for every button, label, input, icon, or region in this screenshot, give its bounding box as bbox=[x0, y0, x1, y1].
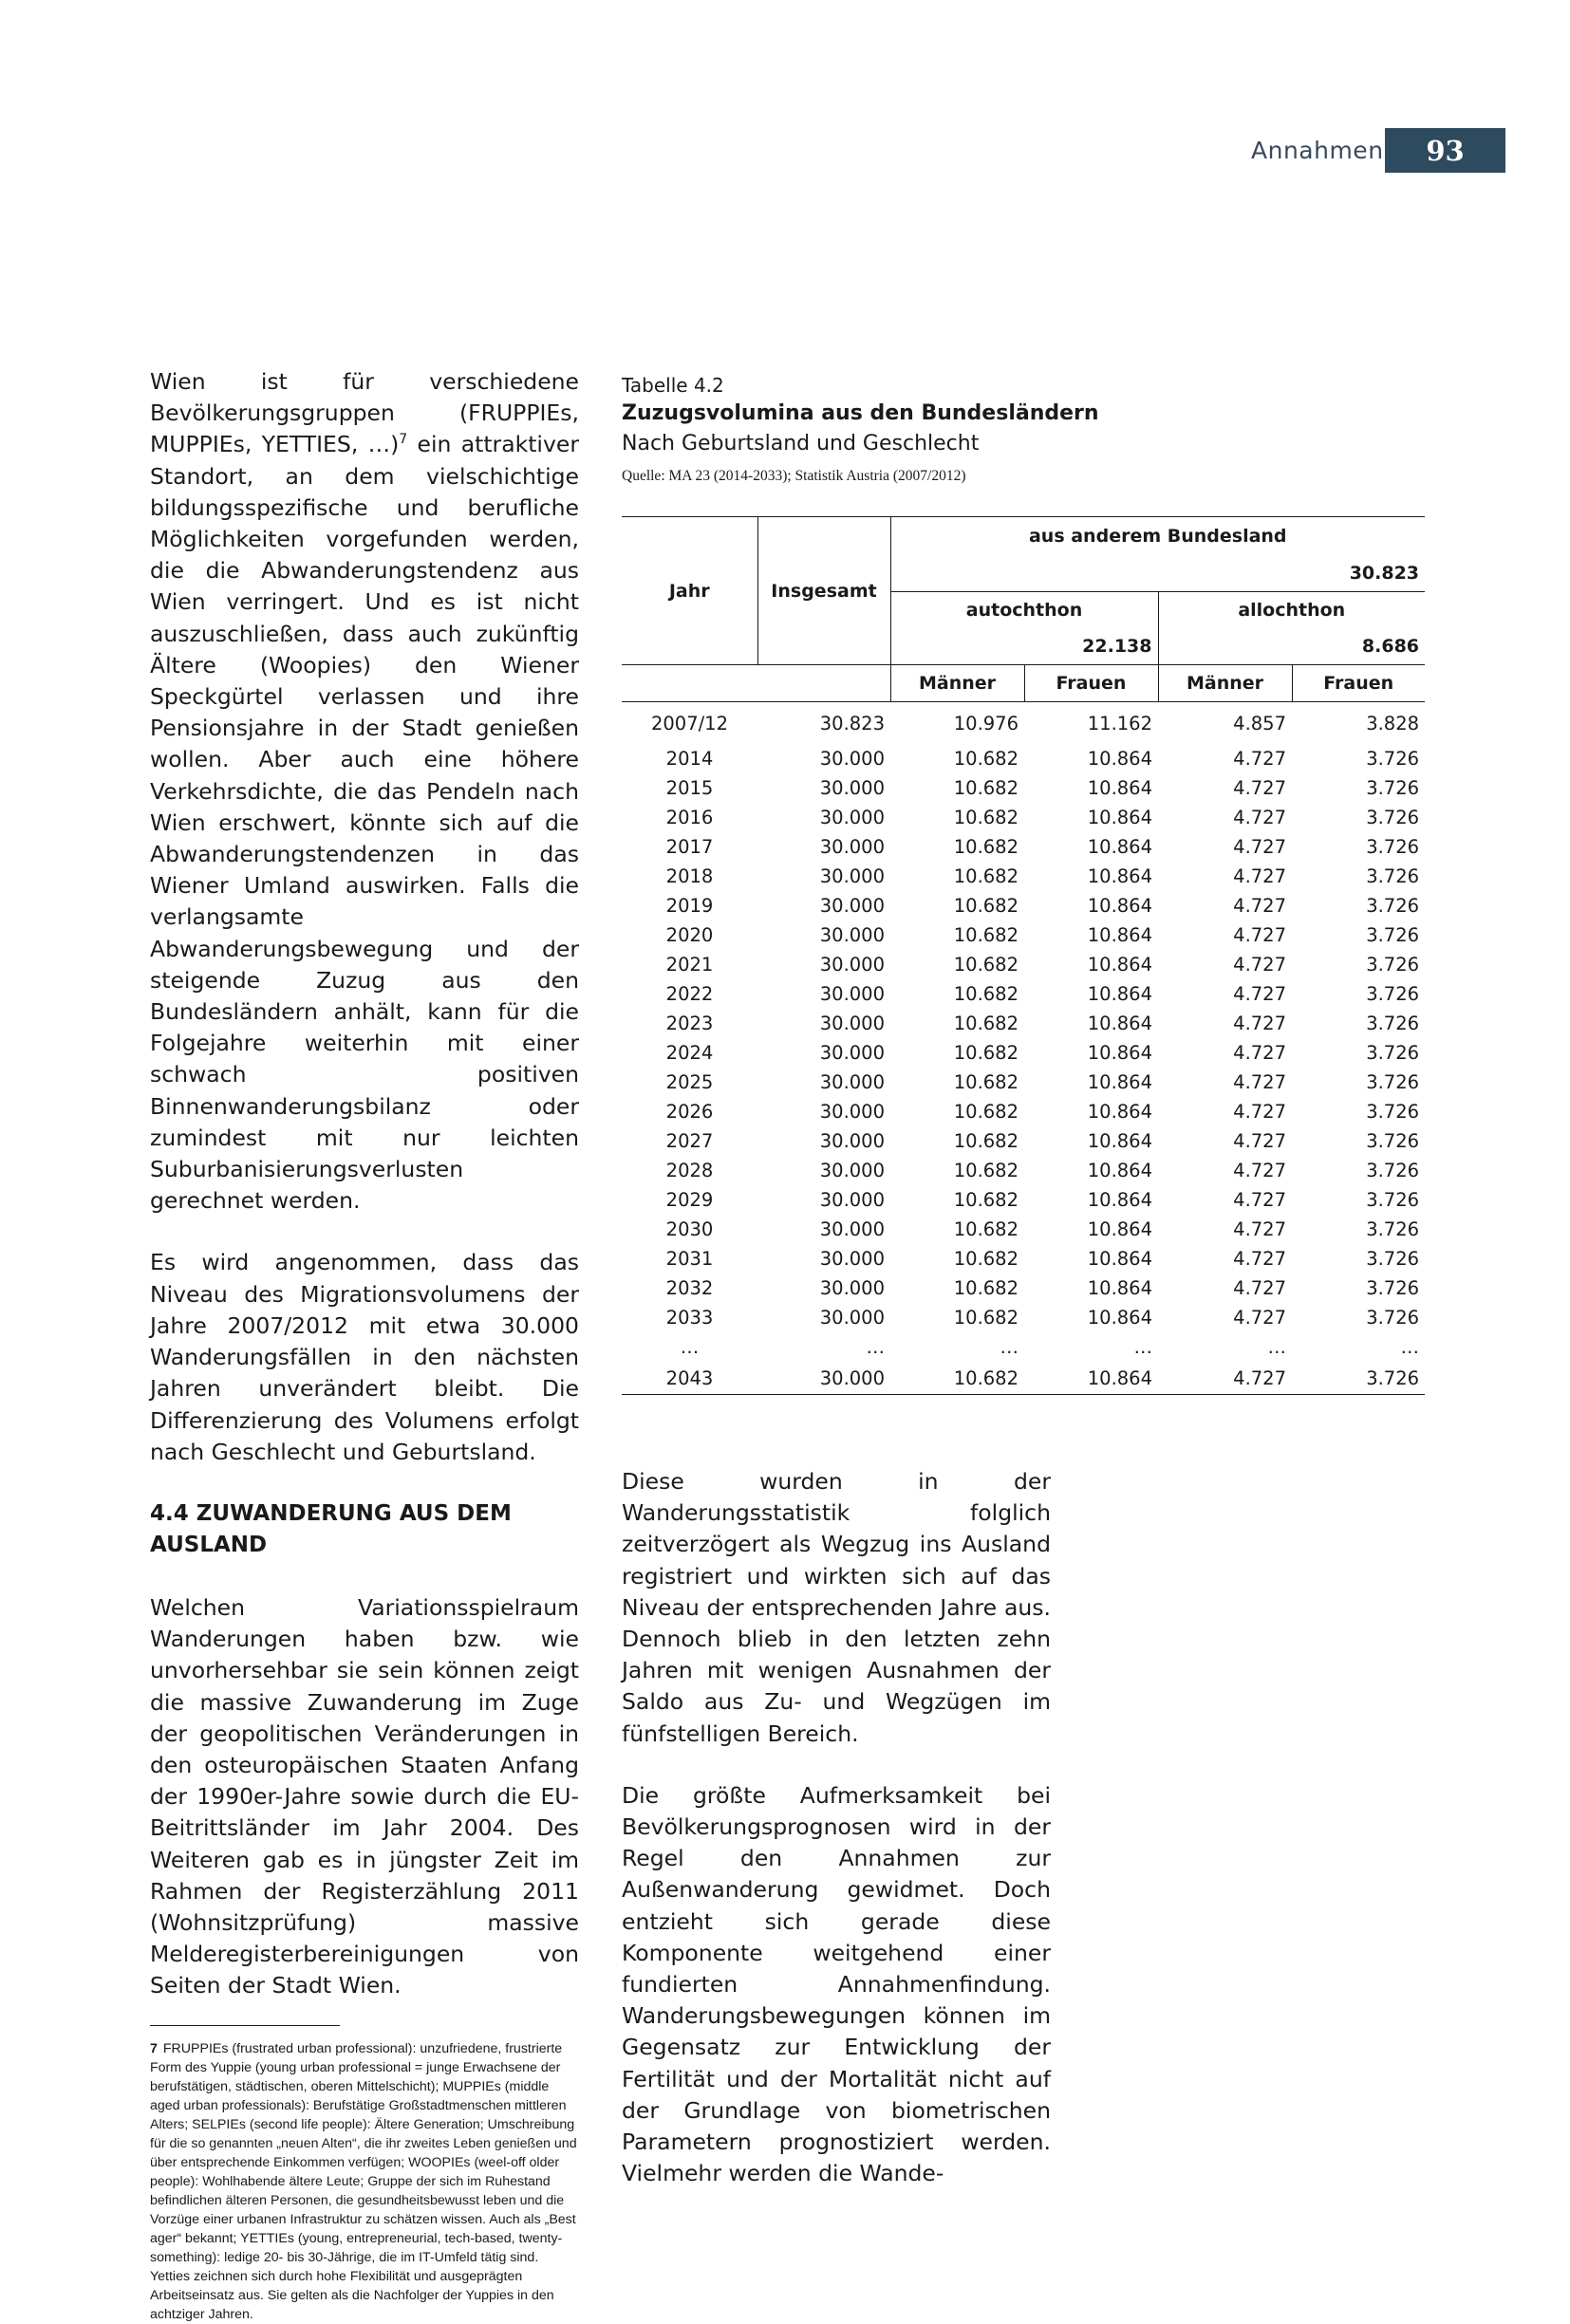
cell: 4.727 bbox=[1233, 1101, 1286, 1123]
cell: 3.726 bbox=[1366, 1071, 1420, 1093]
cell: 10.864 bbox=[1087, 836, 1152, 858]
cell: 10.682 bbox=[890, 1362, 1024, 1395]
cell: 30.000 bbox=[819, 954, 885, 976]
table-row bbox=[622, 1244, 1425, 1274]
cell: 30.000 bbox=[819, 1277, 885, 1299]
table-row bbox=[622, 1156, 1425, 1185]
cell: 10.864 bbox=[1024, 1362, 1158, 1395]
cell: 10.864 bbox=[1087, 748, 1152, 770]
cell: 4.727 bbox=[1233, 1013, 1286, 1034]
cell: 4.727 bbox=[1233, 1130, 1286, 1152]
cell: 30.000 bbox=[819, 836, 885, 858]
header-autochthon: autochthon bbox=[890, 592, 1158, 629]
cell: 10.682 bbox=[953, 1218, 1019, 1240]
cell: 30.000 bbox=[819, 865, 885, 887]
cell: 10.682 bbox=[953, 1042, 1019, 1064]
table-row bbox=[622, 1215, 1425, 1244]
header-maenner: Männer bbox=[890, 665, 1024, 702]
cell: 4.727 bbox=[1233, 954, 1286, 976]
cell: 10.682 bbox=[953, 983, 1019, 1005]
table-row bbox=[622, 773, 1425, 803]
cell: 30.000 bbox=[819, 1218, 885, 1240]
cell: 3.726 bbox=[1366, 983, 1420, 1005]
cell: 30.000 bbox=[819, 983, 885, 1005]
table-row bbox=[622, 1126, 1425, 1156]
cell: 3.726 bbox=[1366, 954, 1420, 976]
header-maenner: Männer bbox=[1158, 665, 1292, 702]
cell: 30.000 bbox=[819, 777, 885, 799]
table-row bbox=[622, 1303, 1425, 1332]
header-insgesamt: Insgesamt bbox=[757, 517, 890, 665]
table-title: Zuzugsvolumina aus den Bundesländern bbox=[622, 401, 1099, 425]
cell: 2032 bbox=[665, 1277, 714, 1299]
cell: 30.000 bbox=[819, 1071, 885, 1093]
cell: 10.864 bbox=[1087, 924, 1152, 946]
cell: 3.726 bbox=[1366, 1101, 1420, 1123]
page-number: 93 bbox=[1385, 128, 1505, 173]
table-source: Quelle: MA 23 (2014-2033); Statistik Austria (2007/2012) bbox=[622, 468, 966, 484]
cell: 10.682 bbox=[953, 748, 1019, 770]
cell: 30.000 bbox=[819, 1307, 885, 1329]
cell: 2026 bbox=[665, 1101, 714, 1123]
header-autochthon-total: 22.138 bbox=[890, 628, 1158, 665]
table-row bbox=[622, 1332, 1425, 1362]
cell: 10.864 bbox=[1087, 1160, 1152, 1181]
footnote bbox=[150, 2039, 579, 2324]
cell: 10.864 bbox=[1087, 1042, 1152, 1064]
header-frauen: Frauen bbox=[1292, 665, 1425, 702]
header-spacer bbox=[622, 665, 757, 702]
cell: 2017 bbox=[665, 836, 714, 858]
cell: 10.864 bbox=[1087, 1248, 1152, 1270]
footnote-number: 7 bbox=[150, 2040, 158, 2056]
cell: 3.726 bbox=[1366, 1248, 1420, 1270]
paragraph: Es wird angenommen, dass das Niveau des Migrationsvolumens der Jahre 2007/2012 mit etwa 30.000 Wanderungsfällen in den nächsten Jahren unverändert bleibt. Die Differenzierung des Volumens erfolgt nach Geschlecht und Geburtsland. bbox=[150, 1249, 579, 1465]
cell: 10.682 bbox=[953, 1160, 1019, 1181]
cell: 3.726 bbox=[1366, 807, 1420, 828]
footnote-divider bbox=[150, 2025, 340, 2026]
cell: 4.727 bbox=[1233, 895, 1286, 917]
cell: 10.682 bbox=[953, 1189, 1019, 1211]
section-heading: 4.4 ZUWANDERUNG AUS DEM AUSLAND bbox=[150, 1500, 512, 1557]
cell: 4.727 bbox=[1233, 1042, 1286, 1064]
header-group-total: 30.823 bbox=[890, 555, 1425, 592]
cell: 4.727 bbox=[1233, 1160, 1286, 1181]
cell: 10.682 bbox=[953, 807, 1019, 828]
table-row bbox=[622, 702, 1425, 745]
cell: 10.682 bbox=[953, 1277, 1019, 1299]
cell: 2025 bbox=[665, 1071, 714, 1093]
cell: 3.726 bbox=[1366, 1130, 1420, 1152]
cell: 10.682 bbox=[953, 1248, 1019, 1270]
table-subtitle: Nach Geburtsland und Geschlecht bbox=[622, 432, 980, 456]
paragraph bbox=[150, 366, 579, 1217]
cell: 4.857 bbox=[1233, 712, 1286, 734]
paragraph: Welchen Variationsspielraum Wanderungen haben bzw. wie unvorhersehbar sie sein können zeigt die massive Zuwanderung im Zuge der geopolitischen Veränderungen in den osteuropäischen Staaten Anfang der 1990er-Jahre sowie durch die EU-Beitrittsländer im Jahr 2004. Des Weiteren gab es in jüngster Zeit im Rahmen der Registerzählung 2011 (Wohnsitzprüfung) massive Melderegisterbereinigungen von Seiten der Stadt Wien. bbox=[150, 1593, 579, 1999]
cell: 2021 bbox=[665, 954, 714, 976]
cell: 4.727 bbox=[1233, 777, 1286, 799]
header-group: aus anderem Bundesland bbox=[890, 517, 1425, 556]
cell: 10.682 bbox=[953, 924, 1019, 946]
cell: 2033 bbox=[665, 1307, 714, 1329]
migration-table bbox=[622, 516, 1425, 1395]
cell: 3.726 bbox=[1366, 1160, 1420, 1181]
cell: 10.682 bbox=[953, 954, 1019, 976]
section-title: Annahmen bbox=[1251, 137, 1384, 164]
cell: 2020 bbox=[665, 924, 714, 946]
paragraph-text: Wien ist für verschiedene Bevölkerungsgruppen (FRUPPIEs, MUPPIEs, YETTIES, …) bbox=[150, 368, 579, 458]
cell: 10.864 bbox=[1087, 954, 1152, 976]
cell: 2022 bbox=[665, 983, 714, 1005]
cell: 3.726 bbox=[1366, 1189, 1420, 1211]
cell: 10.864 bbox=[1087, 865, 1152, 887]
cell: 30.000 bbox=[819, 748, 885, 770]
cell: 2019 bbox=[665, 895, 714, 917]
table-row bbox=[622, 979, 1425, 1009]
cell: 3.726 bbox=[1366, 1013, 1420, 1034]
table-row bbox=[622, 891, 1425, 920]
cell: 11.162 bbox=[1087, 712, 1152, 734]
cell: 4.727 bbox=[1233, 807, 1286, 828]
cell: 4.727 bbox=[1233, 1248, 1286, 1270]
cell: 10.864 bbox=[1087, 1189, 1152, 1211]
cell: 10.864 bbox=[1087, 895, 1152, 917]
cell: 2014 bbox=[665, 748, 714, 770]
cell: 4.727 bbox=[1233, 836, 1286, 858]
cell: 2018 bbox=[665, 865, 714, 887]
cell: 2023 bbox=[665, 1013, 714, 1034]
paragraph: Diese wurden in der Wanderungsstatistik folglich zeitverzögert als Wegzug ins Ausland registriert und wirkten sich auf das Niveau der entsprechenden Jahre aus. Dennoch blieb in den letzten zehn Jahren mit wenigen Ausnahmen der Saldo aus Zu- und Wegzügen im fünfstelligen Bereich. bbox=[622, 1468, 1051, 1747]
table-row bbox=[622, 1097, 1425, 1126]
cell: 3.726 bbox=[1366, 777, 1420, 799]
cell: 10.864 bbox=[1087, 1307, 1152, 1329]
cell: 10.864 bbox=[1087, 1101, 1152, 1123]
cell: 10.682 bbox=[953, 836, 1019, 858]
cell: … bbox=[1000, 1336, 1019, 1358]
table-row bbox=[622, 920, 1425, 950]
cell: 2007/12 bbox=[650, 712, 728, 734]
cell: 3.828 bbox=[1366, 712, 1420, 734]
cell: 4.727 bbox=[1233, 748, 1286, 770]
cell: 2015 bbox=[665, 777, 714, 799]
cell: 10.682 bbox=[953, 1307, 1019, 1329]
cell: 3.726 bbox=[1366, 748, 1420, 770]
cell: 10.864 bbox=[1087, 1218, 1152, 1240]
table-body bbox=[622, 702, 1425, 1395]
table-row bbox=[622, 1185, 1425, 1215]
table-row bbox=[622, 1274, 1425, 1303]
cell: 30.000 bbox=[819, 1189, 885, 1211]
cell: 4.727 bbox=[1158, 1362, 1292, 1395]
cell: 10.682 bbox=[953, 865, 1019, 887]
cell: 10.682 bbox=[953, 777, 1019, 799]
cell: 3.726 bbox=[1366, 836, 1420, 858]
cell: 10.864 bbox=[1087, 807, 1152, 828]
table-row bbox=[622, 1038, 1425, 1068]
cell: 4.727 bbox=[1233, 1071, 1286, 1093]
cell: 2031 bbox=[665, 1248, 714, 1270]
cell: 2029 bbox=[665, 1189, 714, 1211]
cell: 30.000 bbox=[819, 807, 885, 828]
cell: … bbox=[1133, 1336, 1152, 1358]
cell: 3.726 bbox=[1366, 895, 1420, 917]
cell: 30.000 bbox=[819, 1130, 885, 1152]
table-row bbox=[622, 744, 1425, 773]
cell: 4.727 bbox=[1233, 1189, 1286, 1211]
cell: 4.727 bbox=[1233, 865, 1286, 887]
cell: … bbox=[1400, 1336, 1420, 1358]
cell: 2030 bbox=[665, 1218, 714, 1240]
header-jahr: Jahr bbox=[622, 517, 757, 665]
header-allochthon-total: 8.686 bbox=[1158, 628, 1425, 665]
table-row bbox=[622, 1362, 1425, 1395]
cell: 30.000 bbox=[819, 1248, 885, 1270]
header-spacer bbox=[757, 665, 890, 702]
cell: … bbox=[680, 1336, 700, 1358]
cell: 4.727 bbox=[1233, 1218, 1286, 1240]
cell: 4.727 bbox=[1233, 983, 1286, 1005]
cell: … bbox=[1267, 1336, 1286, 1358]
cell: 4.727 bbox=[1233, 1277, 1286, 1299]
cell: 3.726 bbox=[1366, 1042, 1420, 1064]
cell: 30.000 bbox=[819, 924, 885, 946]
cell: 30.000 bbox=[819, 1101, 885, 1123]
cell: 10.864 bbox=[1087, 1071, 1152, 1093]
footnote-text: FRUPPIEs (frustrated urban professional): unzufriedene, frustrierte Form des Yuppie (young urban professional = junge Erwachsene der berufstätigen, städtischen, oberen Mittelschicht); MUPPIEs (middle aged urban professionals): Berufstätige Großstadtmenschen mittleren Alters; SELPIEs (second life people): Ältere Generation; Umschreibung für die so genannten „neuen Alten“, die ihr zweites Leben genießen und über entsprechende Einkommen verfügen; WOOPIEs (weel-off older people): Wohlhabende ältere Leute; Gruppe der sich im Ruhestand befindlichen älteren Personen, die gesundheitsbewusst leben und die Vorzüge einer urbanen Infrastruktur zu schätzen wissen. Auch als „Best ager“ bekannt; YETTIEs (young, entrepreneurial, tech-based, twenty-something): ledige 20- bis 30-Jährige, die im IT-Umfeld tätig sind. Yetties zeichnen sich durch hohe Flexibilität und ausgeprägten Arbeitseinsatz aus. Sie gelten als die Nachfolger der Yuppies in den achtziger Jahren. bbox=[150, 2040, 577, 2322]
left-column bbox=[150, 366, 579, 2324]
cell: 10.864 bbox=[1087, 777, 1152, 799]
header-allochthon: allochthon bbox=[1238, 600, 1346, 621]
table-row bbox=[622, 1068, 1425, 1097]
cell: 30.823 bbox=[819, 712, 885, 734]
cell: 30.000 bbox=[819, 1042, 885, 1064]
cell: 4.727 bbox=[1233, 924, 1286, 946]
cell: 3.726 bbox=[1366, 924, 1420, 946]
paragraph-text: ein attraktiver Standort, an dem vielschichtige bildungsspezifische und berufliche Möglichkeiten vorgefunden werden, die die Abwanderungstendenz aus Wien verringert. Und es ist nicht auszuschließen, dass auch zukünftig Ältere (Woopies) den Wiener Speckgürtel verlassen und ihre Pensionsjahre in der Stadt genießen wollen. Aber auch eine höhere Verkehrsdichte, die das Pendeln nach Wien erschwert, könnte sich auf die Abwanderungstendenzen in das Wiener Umland auswirken. Falls die verlangsamte Abwanderungsbewegung und der steigende Zuzug aus den Bundesländern anhält, kann für die Folgejahre weiterhin mit einer schwach positiven Binnenwanderungsbilanz oder zumindest mit nur leichten Suburbanisierungsverlusten gerechnet werden. bbox=[150, 431, 579, 1215]
right-column bbox=[622, 1466, 1051, 2220]
cell: 2016 bbox=[665, 807, 714, 828]
table-row bbox=[622, 862, 1425, 891]
cell: 3.726 bbox=[1366, 1307, 1420, 1329]
cell: 3.726 bbox=[1366, 1277, 1420, 1299]
cell: 3.726 bbox=[1366, 1218, 1420, 1240]
table-caption bbox=[622, 372, 1429, 490]
cell: 2043 bbox=[622, 1362, 757, 1395]
cell: 10.976 bbox=[953, 712, 1019, 734]
cell: 2024 bbox=[665, 1042, 714, 1064]
header-frauen: Frauen bbox=[1024, 665, 1158, 702]
cell: … bbox=[866, 1336, 885, 1358]
cell: 10.682 bbox=[953, 1130, 1019, 1152]
cell: 2028 bbox=[665, 1160, 714, 1181]
paragraph: Die größte Aufmerksamkeit bei Bevölkerungsprognosen wird in der Regel den Annahmen zur Außenwanderung gewidmet. Doch entzieht sich gerade diese Komponente weitgehend einer fundierten Annahmenfindung. Wanderungsbewegungen können im Gegensatz zur Entwicklung der Fertilität und der Mortalität nicht auf der Grundlage von biometrischen Parametern prognostiziert werden. Vielmehr werden die Wande- bbox=[622, 1781, 1051, 2187]
cell: 10.682 bbox=[953, 895, 1019, 917]
cell: 10.864 bbox=[1087, 1277, 1152, 1299]
footnote-ref[interactable]: 7 bbox=[399, 432, 408, 448]
table-row bbox=[622, 950, 1425, 979]
table-label: Tabelle 4.2 bbox=[622, 374, 724, 397]
cell: 30.000 bbox=[819, 1013, 885, 1034]
cell: 10.682 bbox=[953, 1013, 1019, 1034]
table-row bbox=[622, 1009, 1425, 1038]
cell: 10.864 bbox=[1087, 983, 1152, 1005]
cell: 10.864 bbox=[1087, 1013, 1152, 1034]
cell: 10.864 bbox=[1087, 1130, 1152, 1152]
table-row bbox=[622, 803, 1425, 832]
table-row bbox=[622, 832, 1425, 862]
cell: 2027 bbox=[665, 1130, 714, 1152]
cell: 30.000 bbox=[757, 1362, 890, 1395]
cell: 30.000 bbox=[819, 1160, 885, 1181]
cell: 4.727 bbox=[1233, 1307, 1286, 1329]
cell: 3.726 bbox=[1292, 1362, 1425, 1395]
cell: 10.682 bbox=[953, 1071, 1019, 1093]
cell: 10.682 bbox=[953, 1101, 1019, 1123]
cell: 30.000 bbox=[819, 895, 885, 917]
cell: 3.726 bbox=[1366, 865, 1420, 887]
